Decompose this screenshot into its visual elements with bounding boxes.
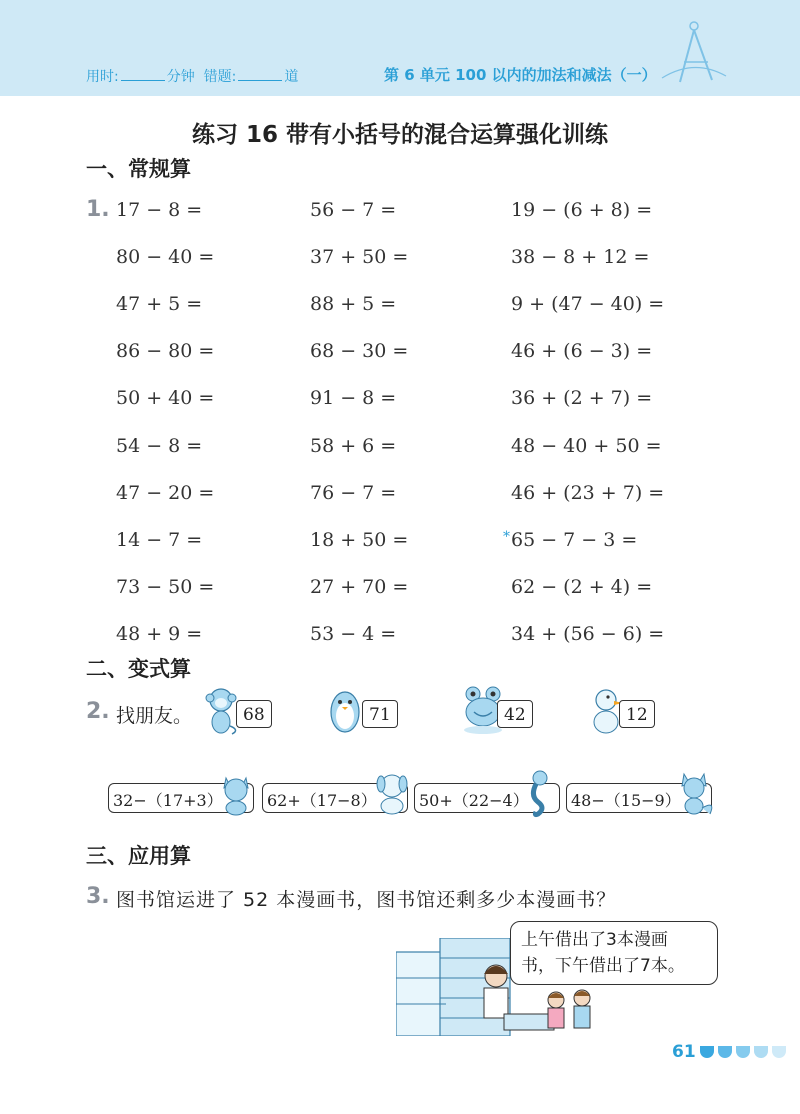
expression-text: 48 + 9 = [116, 623, 203, 645]
expression-r10-c3 [511, 623, 664, 645]
expression-r4-c2 [310, 340, 408, 362]
expression-text-2: 62+（17−8） [267, 791, 377, 810]
expression-text: 91 − 8 = [310, 387, 397, 409]
expression-text-4: 48−（15−9） [571, 791, 681, 810]
expression-text: 36 + (2 + 7) = [511, 387, 653, 409]
expression-r7-c2 [310, 482, 396, 504]
expression-text: 86 − 80 = [116, 340, 215, 362]
question-number-2: 2. [86, 699, 110, 724]
time-blank[interactable] [121, 68, 165, 81]
expression-r6-c1 [116, 435, 202, 457]
compass-icon [660, 18, 730, 90]
expression-r4-c1 [116, 340, 214, 362]
page-dot [736, 1046, 750, 1058]
expression-text: 62 − (2 + 4) = [511, 576, 653, 598]
speech-bubble [510, 921, 718, 985]
expression-text: 88 + 5 = [310, 293, 397, 315]
page-dot [754, 1046, 768, 1058]
expression-text: 34 + (56 − 6) = [511, 623, 665, 645]
answer-box-3: 42 [497, 700, 533, 728]
expression-r8-c3 [503, 529, 637, 551]
expression-text: 47 − 20 = [116, 482, 215, 504]
expression-text: 65 − 7 − 3 = [511, 529, 638, 551]
section-heading-variant: 二、变式算 [86, 657, 191, 681]
expression-text-3: 50+（22−4） [419, 791, 529, 810]
page-dot [772, 1046, 786, 1058]
expression-r1-c3 [511, 199, 652, 221]
bubble-line-1: 上午借出了3本漫画 [521, 930, 668, 950]
expression-r1-c2 [310, 199, 396, 221]
expression-text: 76 − 7 = [310, 482, 397, 504]
minute-label: 分钟 [166, 69, 195, 85]
unit-title: 第 6 单元 100 以内的加法和减法（一） [384, 66, 657, 84]
expression-text: 73 − 50 = [116, 576, 215, 598]
expression-r6-c2 [310, 435, 396, 457]
expression-r9-c1 [116, 576, 214, 598]
penguin-icon [326, 686, 364, 736]
find-friends-label: 找朋友。 [116, 705, 193, 727]
expression-r5-c1 [116, 387, 214, 409]
errors-label: 错题: [203, 69, 237, 85]
errors-unit: 道 [284, 69, 299, 85]
expression-r3-c3 [511, 293, 664, 315]
expression-text: 37 + 50 = [310, 246, 409, 268]
seahorse-icon [524, 768, 554, 818]
expression-r8-c1 [116, 529, 202, 551]
expression-text: 14 − 7 = [116, 529, 203, 551]
dog-icon [372, 770, 412, 816]
expression-r8-c2 [310, 529, 408, 551]
expression-r9-c3 [511, 576, 652, 598]
expression-r7-c3 [511, 482, 664, 504]
expression-r5-c3 [511, 387, 652, 409]
expression-text: 68 − 30 = [310, 340, 409, 362]
monkey-icon [202, 686, 240, 736]
answer-box-1: 68 [236, 700, 272, 728]
expression-text: 48 − 40 + 50 = [511, 435, 662, 457]
expression-text: 58 + 6 = [310, 435, 397, 457]
expression-r10-c1 [116, 623, 202, 645]
expression-text: 18 + 50 = [310, 529, 409, 551]
expression-r10-c2 [310, 623, 396, 645]
expression-r2-c2 [310, 246, 408, 268]
question-number-1: 1. [86, 197, 110, 222]
answer-box-2: 71 [362, 700, 398, 728]
expression-text-1: 32−（17+3） [113, 791, 223, 810]
expression-text: 38 − 8 + 12 = [511, 246, 650, 268]
expression-text: 46 + (23 + 7) = [511, 482, 665, 504]
fox-icon [676, 770, 716, 816]
page-number: 61 [672, 1042, 696, 1062]
expression-text: 56 − 7 = [310, 199, 397, 221]
header-timer-errors [86, 66, 298, 86]
expression-r3-c2 [310, 293, 396, 315]
expression-text: 27 + 70 = [310, 576, 409, 598]
expression-r5-c2 [310, 387, 396, 409]
expression-text: 9 + (47 − 40) = [511, 293, 665, 315]
question-number-3: 3. [86, 884, 110, 909]
expression-r2-c1 [116, 246, 214, 268]
expression-r1-c1 [116, 199, 202, 221]
errors-blank[interactable] [238, 68, 282, 81]
challenge-star-mark: * [503, 529, 510, 545]
word-problem-text: 图书馆运进了 52 本漫画书，图书馆还剩多少本漫画书？ [116, 889, 617, 911]
bubble-line-2: 书，下午借出了7本。 [521, 956, 685, 976]
time-label: 用时: [86, 69, 119, 85]
expression-text: 19 − (6 + 8) = [511, 199, 653, 221]
expression-r3-c1 [116, 293, 202, 315]
expression-r4-c3 [511, 340, 652, 362]
page-title: 练习 16 带有小括号的混合运算强化训练 [191, 122, 609, 148]
expression-r6-c3 [511, 435, 662, 457]
expression-r9-c2 [310, 576, 408, 598]
expression-r7-c1 [116, 482, 214, 504]
expression-text: 50 + 40 = [116, 387, 215, 409]
expression-text: 80 − 40 = [116, 246, 215, 268]
section-heading-application: 三、应用算 [86, 844, 191, 868]
expression-text: 17 − 8 = [116, 199, 203, 221]
answer-box-4: 12 [619, 700, 655, 728]
cat-icon [218, 772, 254, 816]
expression-text: 53 − 4 = [310, 623, 397, 645]
expression-text: 47 + 5 = [116, 293, 203, 315]
page-dot [700, 1046, 714, 1058]
expression-text: 54 − 8 = [116, 435, 203, 457]
expression-text: 46 + (6 − 3) = [511, 340, 653, 362]
section-heading-regular: 一、常规算 [86, 157, 191, 181]
page-dot [718, 1046, 732, 1058]
expression-r2-c3 [511, 246, 649, 268]
